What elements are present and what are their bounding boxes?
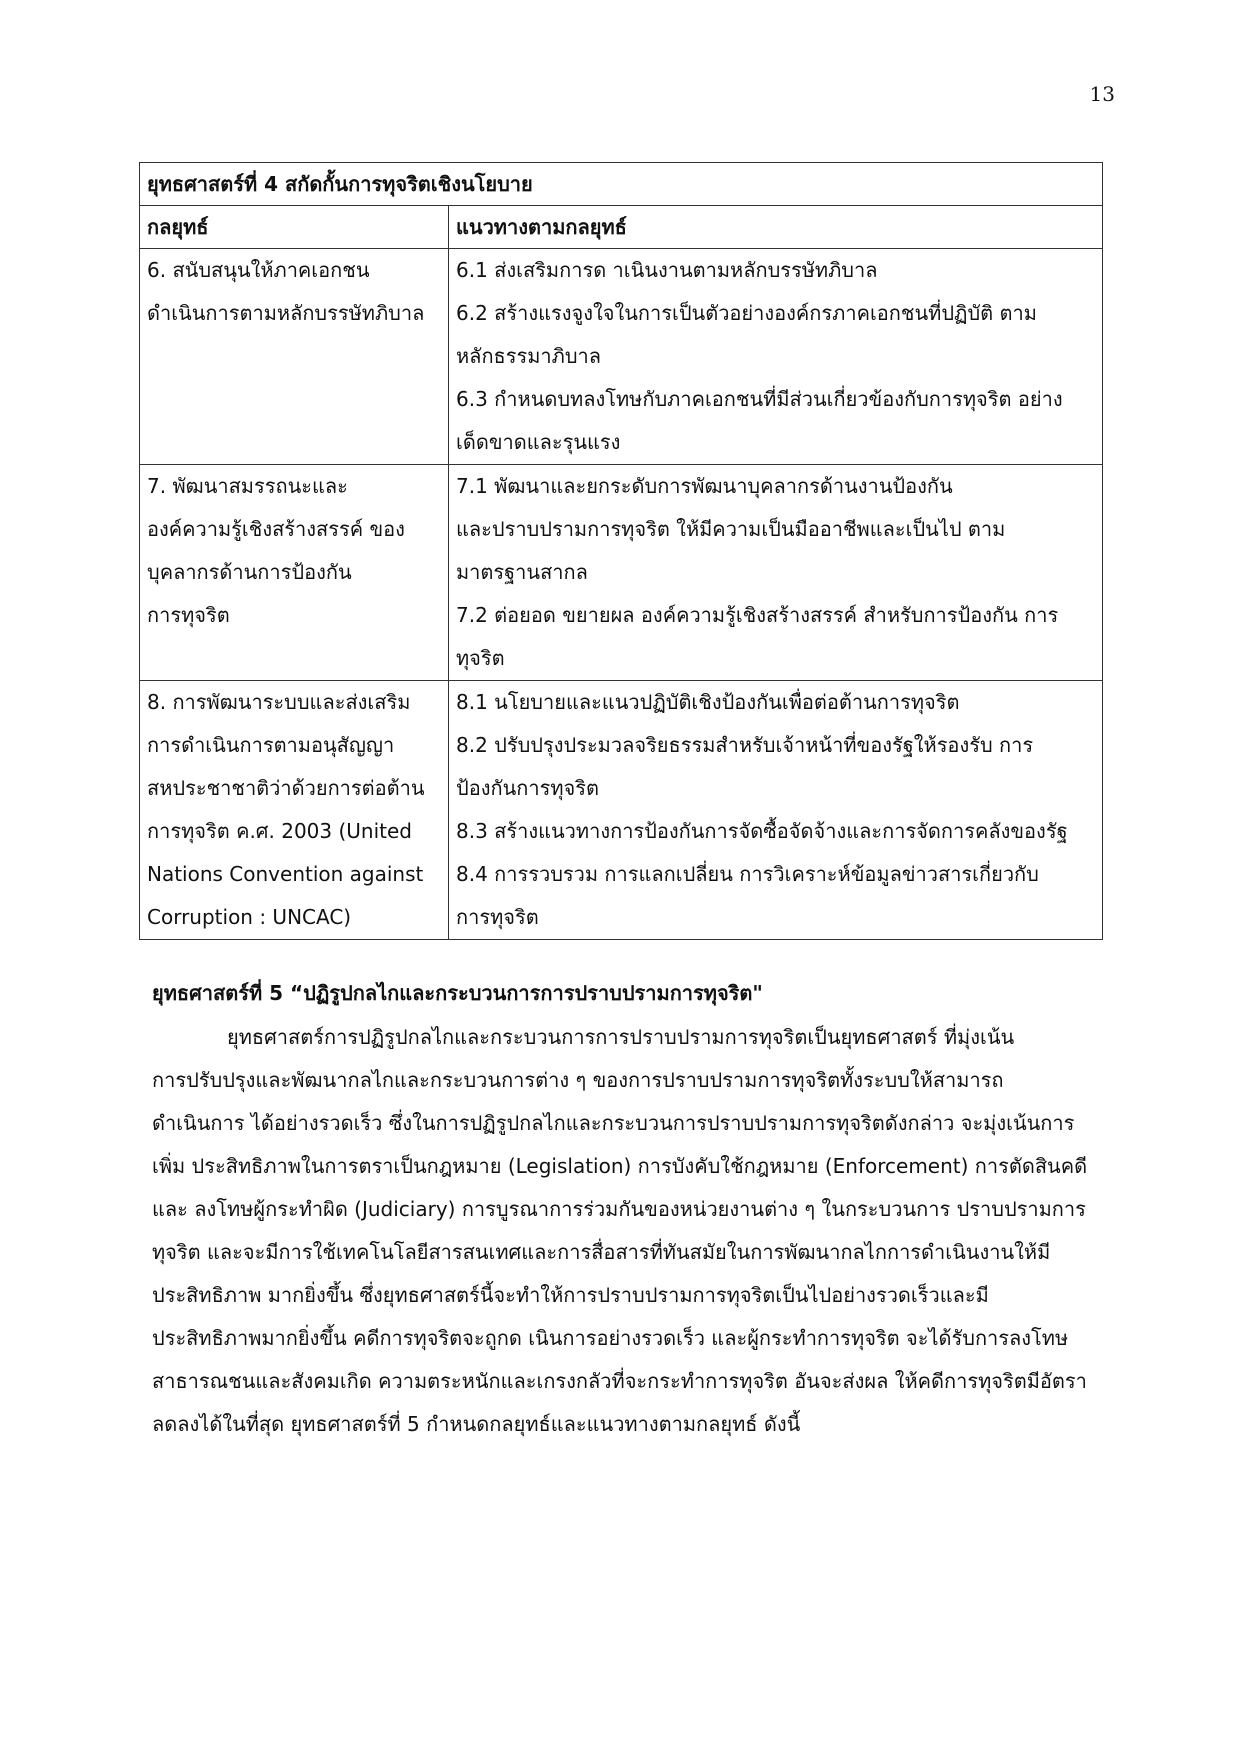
table-header-row (140, 206, 1103, 249)
guideline-line: ทุจริต (456, 646, 505, 670)
guideline-line: หลักธรรมาภิบาล (456, 344, 602, 368)
guideline-line: มาตรฐานสากล (456, 560, 588, 584)
strategy-line: องค์ความรู้เชิงสร้างสรรค์ ของ (147, 517, 405, 541)
strategy-line: 6. สนับสนุนให้ภาคเอกชน (147, 258, 370, 282)
table-title-row (140, 163, 1103, 206)
guideline-line: 8.4 การรวบรวม การแลกเปลี่ยน การวิเคราะห์ข้อมูลข่าวสารเกี่ยวกับ (456, 862, 1039, 886)
table-row (140, 249, 1103, 465)
strategy-line: Corruption : UNCAC) (147, 905, 352, 929)
guideline-line: 7.2 ต่อยอด ขยายผล องค์ความรู้เชิงสร้างสรรค์ สำหรับการป้องกัน การ (456, 603, 1059, 627)
paragraph-line: สาธารณชนและสังคมเกิด ความตระหนักและเกรงกลัวที่จะกระทำการทุจริต อันจะส่งผล ให้คดีการทุจริตมีอัตรา (152, 1369, 1087, 1393)
paragraph-line: ยุทธศาสตร์การปฏิรูปกลไกและกระบวนการการปราบปรามการทุจริตเป็นยุทธศาสตร์ ที่มุ่งเน้น (227, 1025, 1015, 1049)
strategy-cell (140, 465, 449, 681)
strategy-cell (140, 681, 449, 940)
guideline-line: 8.2 ปรับปรุงประมวลจริยธรรมสำหรับเจ้าหน้าที่ของรัฐให้รองรับ การ (456, 733, 1034, 757)
strategy-cell (140, 249, 449, 465)
paragraph-line: ทุจริต และจะมีการใช้เทคโนโลยีสารสนเทศและการสื่อสารที่ทันสมัยในการพัฒนากลไกการดำเนินงานให้มี (152, 1240, 1051, 1264)
strategy5-heading: ยุทธศาสตร์ที่ 5 “ปฏิรูปกลไกและกระบวนการการปราบปรามการทุจริต" (152, 981, 763, 1005)
paragraph-line: เพิ่ม ประสิทธิภาพในการตราเป็นกฎหมาย (Legislation) การบังคับใช้กฎหมาย (Enforcement) การตัดสินคดี (152, 1154, 1088, 1178)
paragraph-line: การปรับปรุงและพัฒนากลไกและกระบวนการต่าง ๆ ของการปราบปรามการทุจริตทั้งระบบให้สามารถ (152, 1068, 1004, 1092)
strategy-line: บุคลากรด้านการป้องกัน (147, 560, 352, 584)
guideline-cell (449, 249, 1103, 465)
strategy-line: การทุจริต (147, 603, 230, 627)
column-header-strategy: กลยุทธ์ (140, 206, 449, 249)
strategy-line: ดำเนินการตามหลักบรรษัทภิบาล (147, 301, 425, 325)
paragraph-line: ดำเนินการ ได้อย่างรวดเร็ว ซึ่งในการปฏิรูปกลไกและกระบวนการปราบปรามการทุจริตดังกล่าว จะมุ่งเน้นการ (152, 1111, 1075, 1135)
strategy-line: 8. การพัฒนาระบบและส่งเสริม (147, 690, 411, 714)
strategy-line: การดำเนินการตามอนุสัญญา (147, 733, 395, 757)
guideline-line: การทุจริต (456, 905, 539, 929)
guideline-line: 6.1 ส่งเสริมการด าเนินงานตามหลักบรรษัทภิบาล (456, 258, 878, 282)
strategy4-table (139, 162, 1103, 940)
strategy-line: 7. พัฒนาสมรรถนะและ (147, 474, 348, 498)
column-header-guidelines: แนวทางตามกลยุทธ์ (449, 206, 1103, 249)
guideline-line: ป้องกันการทุจริต (456, 776, 599, 800)
strategy5-paragraph (152, 1016, 1112, 1446)
guideline-line: 8.3 สร้างแนวทางการป้องกันการจัดซื้อจัดจ้างและการจัดการคลังของรัฐ (456, 819, 1068, 843)
table-row (140, 681, 1103, 940)
paragraph-line: ประสิทธิภาพ มากยิ่งขึ้น ซึ่งยุทธศาสตร์นี้จะทำให้การปราบปรามการทุจริตเป็นไปอย่างรวดเร็วและมี (152, 1283, 989, 1307)
table-title: ยุทธศาสตร์ที่ 4 สกัดกั้นการทุจริตเชิงนโยบาย (140, 163, 1103, 206)
guideline-line: 7.1 พัฒนาและยกระดับการพัฒนาบุคลากรด้านงานป้องกัน (456, 474, 953, 498)
paragraph-line: ประสิทธิภาพมากยิ่งขึ้น คดีการทุจริตจะถูกด เนินการอย่างรวดเร็ว และผู้กระทำการทุจริต จะได้รับการลงโทษ (152, 1326, 1069, 1350)
table-row (140, 465, 1103, 681)
strategy-line: Nations Convention against (147, 862, 424, 886)
guideline-line: 6.3 กำหนดบทลงโทษกับภาคเอกชนที่มีส่วนเกี่ยวข้องกับการทุจริต อย่าง (456, 387, 1063, 411)
strategy-line: สหประชาชาติว่าด้วยการต่อต้าน (147, 776, 425, 800)
guideline-line: และปราบปรามการทุจริต ให้มีความเป็นมืออาชีพและเป็นไป ตาม (456, 517, 1006, 541)
guideline-line: 8.1 นโยบายและแนวปฏิบัติเชิงป้องกันเพื่อต่อต้านการทุจริต (456, 690, 960, 714)
guideline-cell (449, 681, 1103, 940)
guideline-line: เด็ดขาดและรุนแรง (456, 430, 621, 454)
paragraph-line: และ ลงโทษผู้กระทำผิด (Judiciary) การบูรณาการร่วมกันของหน่วยงานต่าง ๆ ในกระบวนการ ปราบปรามการ (152, 1197, 1086, 1221)
guideline-cell (449, 465, 1103, 681)
strategy-line: การทุจริต ค.ศ. 2003 (United (147, 819, 412, 843)
guideline-line: 6.2 สร้างแรงจูงใจในการเป็นตัวอย่างองค์กรภาคเอกชนที่ปฏิบัติ ตาม (456, 301, 1037, 325)
page-number: 13 (1089, 82, 1115, 106)
paragraph-line: ลดลงได้ในที่สุด ยุทธศาสตร์ที่ 5 กำหนดกลยุทธ์และแนวทางตามกลยุทธ์ ดังนี้ (152, 1412, 801, 1436)
